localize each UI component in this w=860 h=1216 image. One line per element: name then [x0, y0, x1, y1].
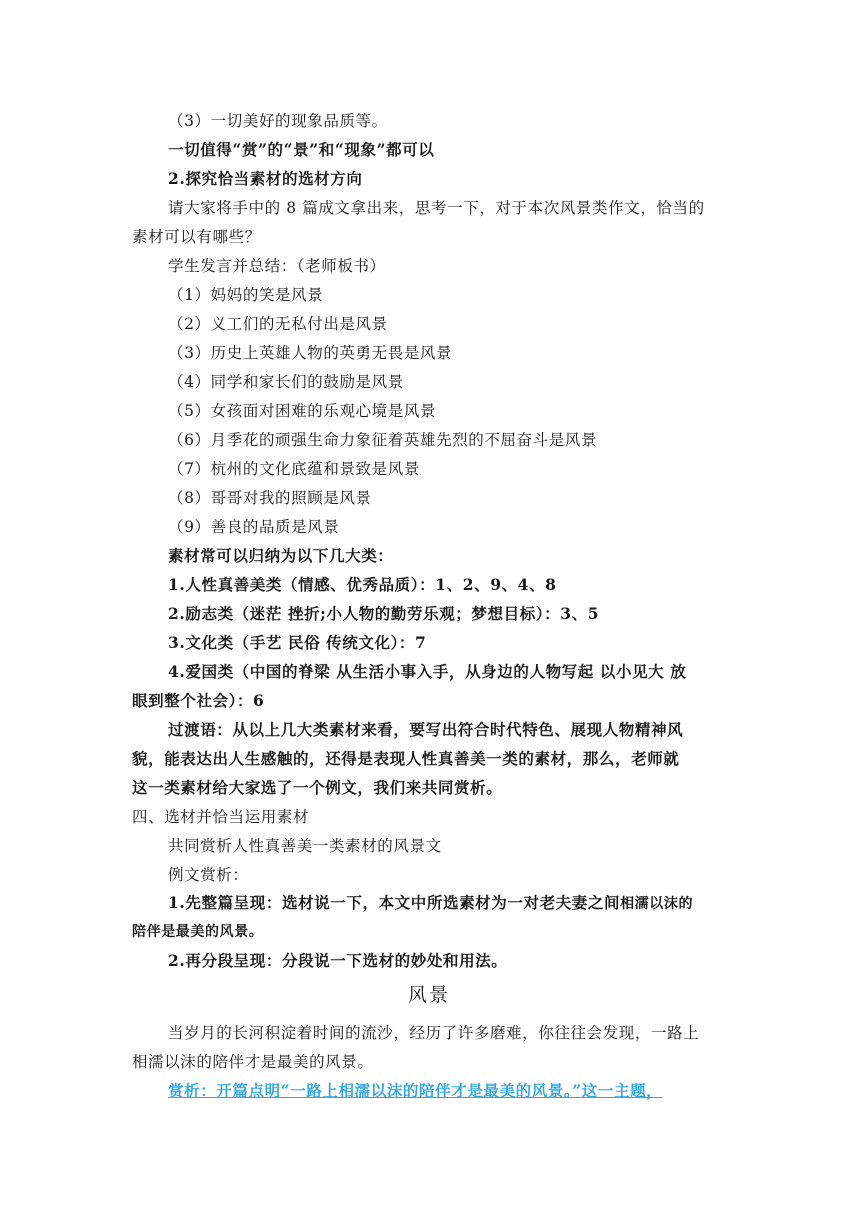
step-line-main: 1.先整篇呈现：选材说一下，本文中所选素材为一对老夫妻之间	[168, 893, 621, 912]
step-line: 陪伴是最美的风景。	[132, 924, 264, 940]
list-item: （3）历史上英雄人物的英勇无畏是风景	[168, 344, 453, 362]
paragraph-line: 共同赏析人性真善美一类素材的风景文	[168, 837, 442, 855]
list-item: （8）哥哥对我的照顾是风景	[168, 489, 372, 507]
category-item: 4.爱国类（中国的脊梁 从生活小事入手，从身边的人物写起 以小见大 放	[168, 662, 687, 681]
paragraph-line: 请大家将手中的 8 篇成文拿出来，思考一下，对于本次风景类作文，恰当的	[168, 199, 705, 217]
list-item: （9）善良的品质是风景	[168, 518, 340, 536]
annotation-line: 赏析：开篇点明“一路上相濡以沫的陪伴才是最美的风景。”这一主题，	[168, 1081, 663, 1100]
bold-statement: 素材常可以归纳为以下几大类：	[168, 546, 394, 565]
section-heading: 四、选材并恰当运用素材	[132, 808, 310, 826]
essay-paragraph: 当岁月的长河积淀着时间的流沙，经历了许多磨难，你往往会发现，一路上	[168, 1024, 700, 1042]
transition-line: 过渡语：从以上几大类素材来看，要写出符合时代特色、展现人物精神风	[168, 720, 684, 739]
list-item: （3）一切美好的现象品质等。	[168, 112, 388, 130]
category-item: 眼到整个社会）：6	[132, 691, 265, 710]
essay-paragraph: 相濡以沫的陪伴才是最美的风景。	[132, 1053, 374, 1071]
list-item: （4）同学和家长们的鼓励是风景	[168, 373, 404, 391]
essay-title: 风景	[408, 984, 451, 1006]
paragraph-line: 例文赏析：	[168, 866, 249, 884]
paragraph-line: 素材可以有哪些？	[132, 228, 261, 246]
list-item: （7）杭州的文化底蕴和景致是风景	[168, 460, 420, 478]
transition-line: 这一类素材给大家选了一个例文，我们来共同赏析。	[132, 778, 503, 797]
list-item: （2）义工们的无私付出是风景	[168, 315, 388, 333]
paragraph-line: 学生发言并总结：（老师板书）	[168, 257, 386, 275]
category-item: 1.人性真善美类（情感、优秀品质）：1、2、9、4、8	[168, 575, 557, 594]
section-heading: 2.探究恰当素材的选材方向	[168, 169, 363, 188]
bold-statement: 一切值得“赏”的“景”和“现象”都可以	[168, 140, 435, 159]
step-line	[168, 892, 693, 915]
transition-line: 貌，能表达出人生感触的，还得是表现人性真善美一类的素材，那么，老师就	[132, 749, 680, 768]
category-item: 2.励志类（迷茫 挫折;小人物的勤劳乐观；梦想目标）：3、5	[168, 604, 600, 623]
category-item: 3.文化类（手艺 民俗 传统文化）：7	[168, 633, 427, 652]
list-item: （1）妈妈的笑是风景	[168, 286, 324, 304]
step-line: 2.再分段呈现：分段说一下选材的妙处和用法。	[168, 951, 508, 970]
step-line-tail: 相濡以沫的	[620, 896, 694, 912]
list-item: （6）月季花的顽强生命力象征着英雄先烈的不屈奋斗是风景	[168, 431, 598, 449]
list-item: （5）女孩面对困难的乐观心境是风景	[168, 402, 437, 420]
